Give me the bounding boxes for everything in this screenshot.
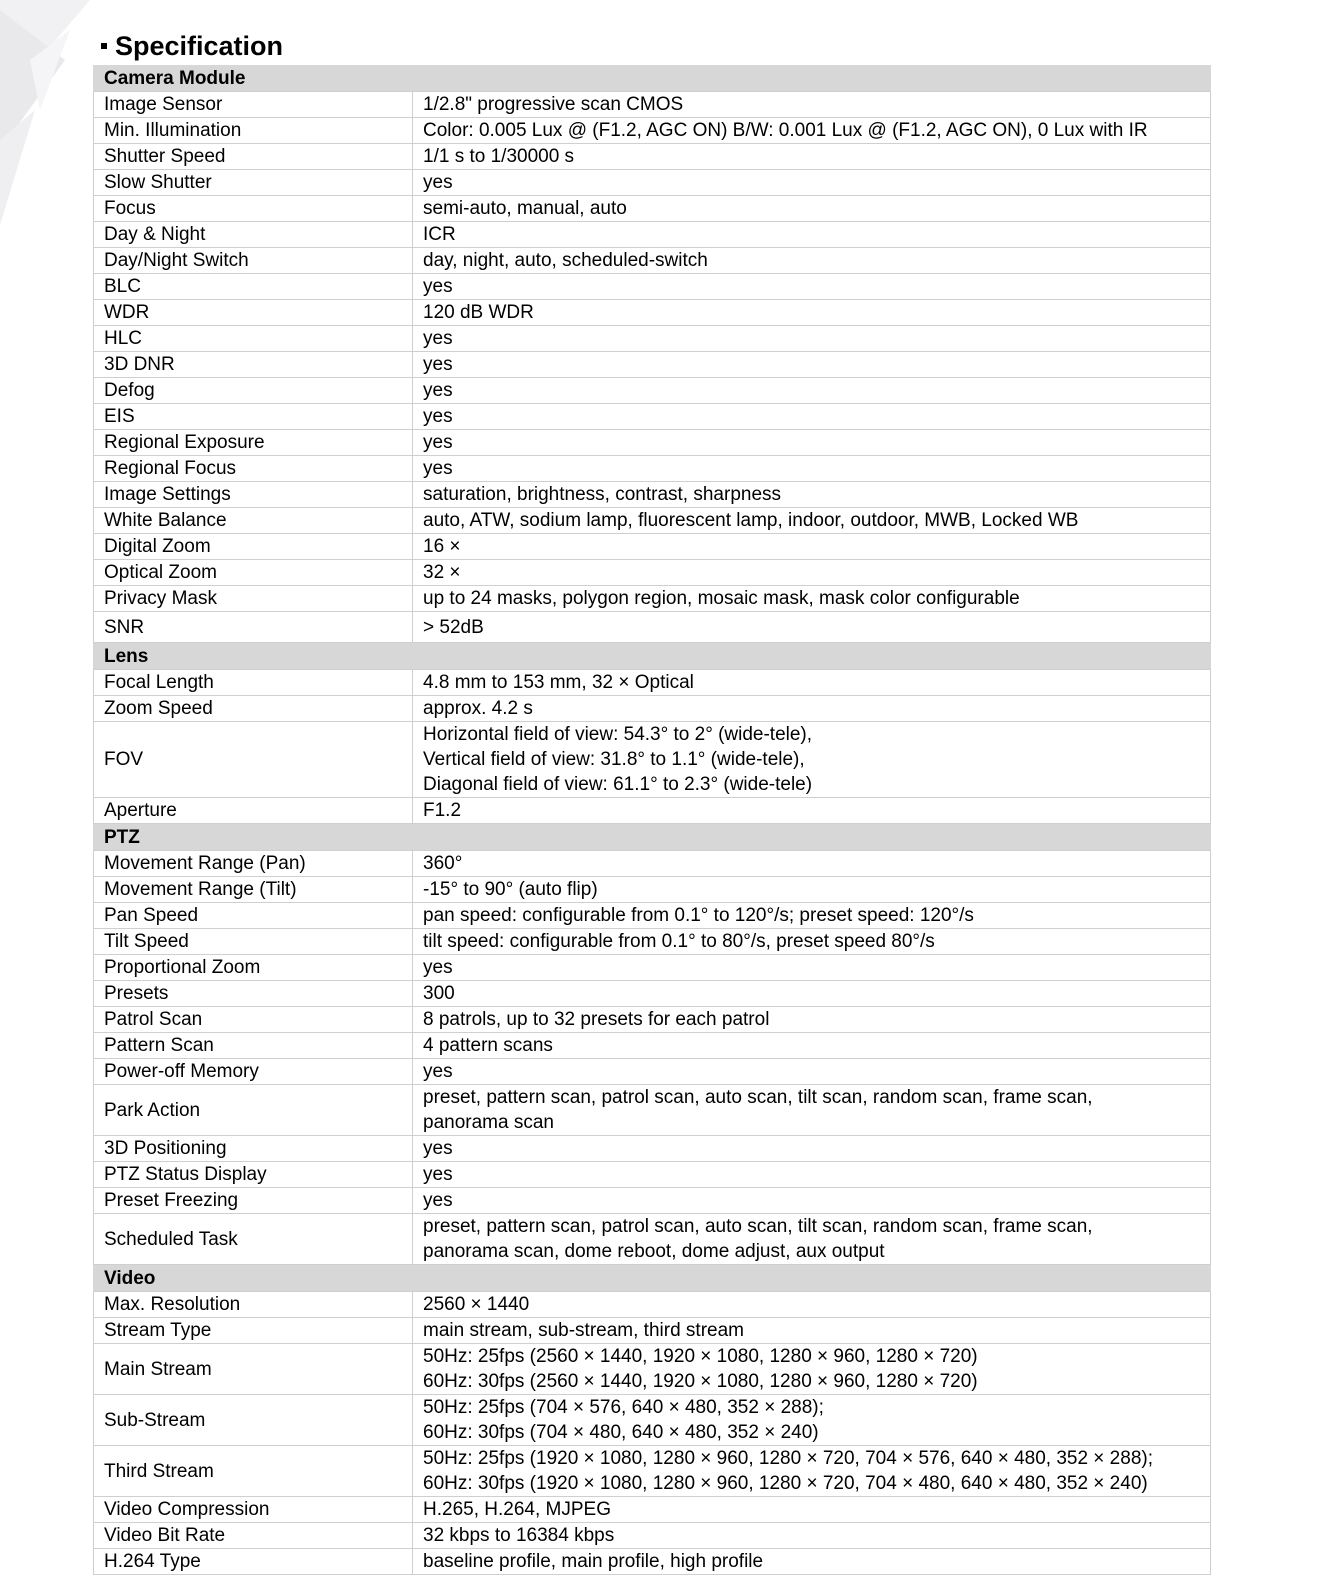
spec-value: approx. 4.2 s xyxy=(413,696,1211,722)
spec-value: tilt speed: configurable from 0.1° to 80°/s, preset speed 80°/s xyxy=(413,929,1211,955)
spec-row xyxy=(94,877,1211,903)
spec-value: baseline profile, main profile, high profile xyxy=(413,1549,1211,1575)
spec-row xyxy=(94,404,1211,430)
spec-value: yes xyxy=(413,1162,1211,1188)
spec-value: yes xyxy=(413,274,1211,300)
spec-row xyxy=(94,274,1211,300)
spec-label: Image Sensor xyxy=(94,92,413,118)
spec-row xyxy=(94,1033,1211,1059)
spec-row xyxy=(94,981,1211,1007)
spec-label: Slow Shutter xyxy=(94,170,413,196)
spec-value: preset, pattern scan, patrol scan, auto scan, tilt scan, random scan, frame scan, panorama scan, dome reboot, dome adjust, aux output xyxy=(413,1214,1211,1265)
spec-label: Aperture xyxy=(94,798,413,824)
spec-value: 50Hz: 25fps (1920 × 1080, 1280 × 960, 1280 × 720, 704 × 576, 640 × 480, 352 × 288); 60Hz: 30fps (1920 × 1080, 1280 × 960, 1280 × 720, 704 × 480, 640 × 480, 352 × 240) xyxy=(413,1446,1211,1497)
spec-label: Day/Night Switch xyxy=(94,248,413,274)
spec-row xyxy=(94,248,1211,274)
spec-value: H.265, H.264, MJPEG xyxy=(413,1497,1211,1523)
spec-row xyxy=(94,612,1211,643)
spec-value: yes xyxy=(413,404,1211,430)
spec-row xyxy=(94,222,1211,248)
spec-label: Privacy Mask xyxy=(94,586,413,612)
spec-value: 50Hz: 25fps (704 × 576, 640 × 480, 352 × 288); 60Hz: 30fps (704 × 480, 640 × 480, 352 × 240) xyxy=(413,1395,1211,1446)
spec-row xyxy=(94,929,1211,955)
spec-label: White Balance xyxy=(94,508,413,534)
spec-label: Patrol Scan xyxy=(94,1007,413,1033)
spec-row xyxy=(94,1395,1211,1446)
spec-label: Movement Range (Pan) xyxy=(94,851,413,877)
spec-row xyxy=(94,300,1211,326)
spec-row xyxy=(94,1318,1211,1344)
spec-row xyxy=(94,1523,1211,1549)
spec-label: Optical Zoom xyxy=(94,560,413,586)
section-header-camera-module xyxy=(94,65,1211,92)
spec-value: yes xyxy=(413,352,1211,378)
spec-label: H.264 Type xyxy=(94,1549,413,1575)
spec-value: pan speed: configurable from 0.1° to 120°/s; preset speed: 120°/s xyxy=(413,903,1211,929)
spec-label: Power-off Memory xyxy=(94,1059,413,1085)
spec-row xyxy=(94,1497,1211,1523)
spec-label: Proportional Zoom xyxy=(94,955,413,981)
spec-value: yes xyxy=(413,170,1211,196)
spec-row xyxy=(94,378,1211,404)
spec-row xyxy=(94,851,1211,877)
spec-row xyxy=(94,508,1211,534)
spec-label: Shutter Speed xyxy=(94,144,413,170)
spec-row xyxy=(94,482,1211,508)
spec-label: EIS xyxy=(94,404,413,430)
spec-label: Presets xyxy=(94,981,413,1007)
spec-value: 4.8 mm to 153 mm, 32 × Optical xyxy=(413,670,1211,696)
spec-row xyxy=(94,352,1211,378)
spec-label: Max. Resolution xyxy=(94,1292,413,1318)
spec-label: Video Bit Rate xyxy=(94,1523,413,1549)
spec-label: Video Compression xyxy=(94,1497,413,1523)
spec-value: 16 × xyxy=(413,534,1211,560)
spec-row xyxy=(94,696,1211,722)
spec-value: 50Hz: 25fps (2560 × 1440, 1920 × 1080, 1280 × 960, 1280 × 720) 60Hz: 30fps (2560 × 1440, 1920 × 1080, 1280 × 960, 1280 × 720) xyxy=(413,1344,1211,1395)
spec-label: Third Stream xyxy=(94,1446,413,1497)
spec-row xyxy=(94,670,1211,696)
spec-value: semi-auto, manual, auto xyxy=(413,196,1211,222)
spec-row xyxy=(94,586,1211,612)
spec-label: 3D DNR xyxy=(94,352,413,378)
spec-value: 300 xyxy=(413,981,1211,1007)
spec-row xyxy=(94,196,1211,222)
spec-row xyxy=(94,430,1211,456)
spec-row xyxy=(94,326,1211,352)
spec-row xyxy=(94,560,1211,586)
spec-label: Scheduled Task xyxy=(94,1214,413,1265)
spec-label: Tilt Speed xyxy=(94,929,413,955)
spec-value: up to 24 masks, polygon region, mosaic mask, mask color configurable xyxy=(413,586,1211,612)
spec-value: Horizontal field of view: 54.3° to 2° (wide-tele), Vertical field of view: 31.8° to 1.1° (wide-tele), Diagonal field of view: 61.1° to 2.3° (wide-tele) xyxy=(413,722,1211,798)
spec-row xyxy=(94,170,1211,196)
spec-label: Image Settings xyxy=(94,482,413,508)
spec-value: yes xyxy=(413,378,1211,404)
title-bullet-icon xyxy=(101,43,107,49)
spec-row xyxy=(94,903,1211,929)
spec-value: day, night, auto, scheduled-switch xyxy=(413,248,1211,274)
spec-value: auto, ATW, sodium lamp, fluorescent lamp, indoor, outdoor, MWB, Locked WB xyxy=(413,508,1211,534)
spec-label: Main Stream xyxy=(94,1344,413,1395)
section-heading: Video xyxy=(94,1265,1211,1292)
section-heading: Lens xyxy=(94,643,1211,670)
spec-label: WDR xyxy=(94,300,413,326)
spec-row xyxy=(94,144,1211,170)
spec-label: Preset Freezing xyxy=(94,1188,413,1214)
spec-label: Digital Zoom xyxy=(94,534,413,560)
spec-value: -15° to 90° (auto flip) xyxy=(413,877,1211,903)
spec-row xyxy=(94,534,1211,560)
section-header-video xyxy=(94,1265,1211,1292)
spec-value: 360° xyxy=(413,851,1211,877)
spec-row xyxy=(94,1214,1211,1265)
specification-table xyxy=(93,65,1211,1575)
spec-value: yes xyxy=(413,955,1211,981)
spec-label: FOV xyxy=(94,722,413,798)
spec-row xyxy=(94,955,1211,981)
spec-value: 8 patrols, up to 32 presets for each patrol xyxy=(413,1007,1211,1033)
spec-row xyxy=(94,1292,1211,1318)
spec-row xyxy=(94,1549,1211,1575)
spec-row xyxy=(94,1136,1211,1162)
spec-label: BLC xyxy=(94,274,413,300)
spec-label: Movement Range (Tilt) xyxy=(94,877,413,903)
spec-label: Pan Speed xyxy=(94,903,413,929)
spec-value: yes xyxy=(413,430,1211,456)
spec-value: F1.2 xyxy=(413,798,1211,824)
spec-label: Pattern Scan xyxy=(94,1033,413,1059)
spec-value: 120 dB WDR xyxy=(413,300,1211,326)
spec-label: Focal Length xyxy=(94,670,413,696)
spec-label: PTZ Status Display xyxy=(94,1162,413,1188)
spec-value: > 52dB xyxy=(413,612,1211,643)
spec-label: HLC xyxy=(94,326,413,352)
spec-label: Day & Night xyxy=(94,222,413,248)
spec-row xyxy=(94,798,1211,824)
spec-row xyxy=(94,1344,1211,1395)
spec-value: yes xyxy=(413,456,1211,482)
spec-label: Regional Exposure xyxy=(94,430,413,456)
spec-row xyxy=(94,1446,1211,1497)
spec-value: ICR xyxy=(413,222,1211,248)
spec-label: Sub-Stream xyxy=(94,1395,413,1446)
spec-row xyxy=(94,1188,1211,1214)
spec-value: 32 kbps to 16384 kbps xyxy=(413,1523,1211,1549)
spec-label: Defog xyxy=(94,378,413,404)
spec-label: Focus xyxy=(94,196,413,222)
spec-row xyxy=(94,722,1211,798)
spec-row xyxy=(94,1085,1211,1136)
spec-label: Stream Type xyxy=(94,1318,413,1344)
section-header-ptz xyxy=(94,824,1211,851)
spec-label: Regional Focus xyxy=(94,456,413,482)
spec-row xyxy=(94,92,1211,118)
spec-label: Zoom Speed xyxy=(94,696,413,722)
spec-row xyxy=(94,1059,1211,1085)
spec-value: yes xyxy=(413,326,1211,352)
spec-value: yes xyxy=(413,1059,1211,1085)
spec-value: saturation, brightness, contrast, sharpness xyxy=(413,482,1211,508)
spec-value: 32 × xyxy=(413,560,1211,586)
spec-value: yes xyxy=(413,1136,1211,1162)
spec-label: SNR xyxy=(94,612,413,643)
spec-value: yes xyxy=(413,1188,1211,1214)
spec-row xyxy=(94,1162,1211,1188)
spec-value: 2560 × 1440 xyxy=(413,1292,1211,1318)
spec-value: 4 pattern scans xyxy=(413,1033,1211,1059)
page-title-text: Specification xyxy=(115,31,284,61)
spec-label: 3D Positioning xyxy=(94,1136,413,1162)
spec-row xyxy=(94,118,1211,144)
spec-label: Park Action xyxy=(94,1085,413,1136)
spec-value: Color: 0.005 Lux @ (F1.2, AGC ON) B/W: 0.001 Lux @ (F1.2, AGC ON), 0 Lux with IR xyxy=(413,118,1211,144)
spec-value: preset, pattern scan, patrol scan, auto scan, tilt scan, random scan, frame scan, panorama scan xyxy=(413,1085,1211,1136)
page-title xyxy=(101,28,283,64)
spec-row xyxy=(94,1007,1211,1033)
spec-value: 1/1 s to 1/30000 s xyxy=(413,144,1211,170)
spec-row xyxy=(94,456,1211,482)
spec-value: main stream, sub-stream, third stream xyxy=(413,1318,1211,1344)
spec-label: Min. Illumination xyxy=(94,118,413,144)
section-header-lens xyxy=(94,643,1211,670)
section-heading: PTZ xyxy=(94,824,1211,851)
section-heading: Camera Module xyxy=(94,65,1211,92)
spec-value: 1/2.8" progressive scan CMOS xyxy=(413,92,1211,118)
